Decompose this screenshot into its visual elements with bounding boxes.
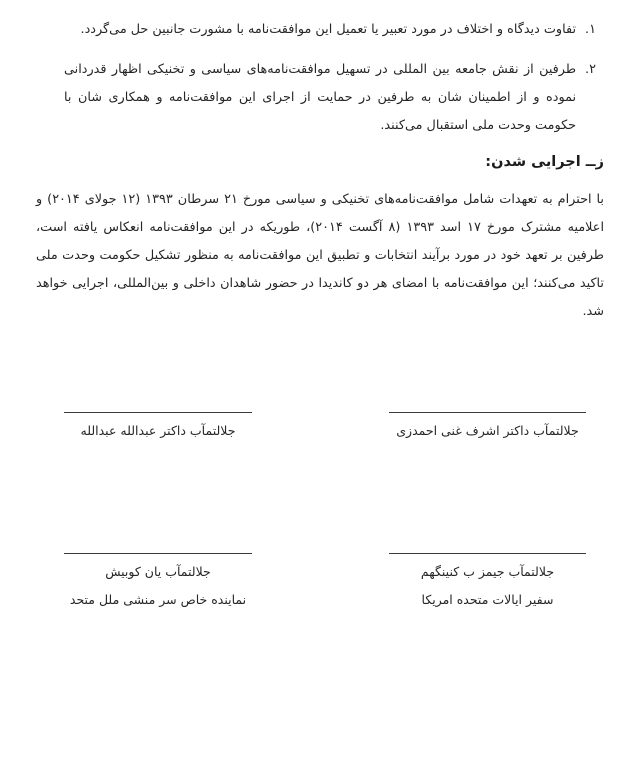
signature-row-witnesses (36, 553, 604, 614)
section-heading: زــ اجرایی شدن: (485, 154, 604, 170)
signatory-title: سفیر ایالات متحده امریکا (421, 592, 554, 607)
signature-line (389, 553, 586, 554)
signatory-name: جلالتمآب یان کوبیش (105, 564, 211, 579)
list-item-number: ۲. (585, 62, 596, 77)
signatory-name: جلالتمآب داکتر اشرف غنی احمدزی (396, 423, 579, 438)
signature-row-candidates (36, 412, 604, 445)
execution-paragraph: با احترام به تعهدات شامل موافقت‌نامه‌های تخنیکی و سیاسی مورخ ۲۱ سرطان ۱۳۹۳ (۱۲ جولای ۲۰۱۴) و اعلامیه مشترک مورخ ۱۷ اسد ۱۳۹۳ (۸ آگست ۲۰۱۴)، طوریکه در این موافقت‌نامه انعکاس یافته است، طرفین بر تعهد خود در مورد برآیند انتخابات و تطبیق این موافقت‌نامه به منظور تشکیل حکومت وحدت ملی تاکید می‌کنند؛ این موافقت‌نامه با امضای هر دو کاندیدا در حضور شاهدان داخلی و بین‌المللی، اجرایی خواهد شد. (36, 192, 605, 319)
list-item-text: تفاوت دیدگاه و اختلاف در مورد تعبیر یا تعمیل این موافقت‌نامه با مشورت جانبین حل می‌گردد. (80, 22, 577, 37)
list-item (64, 56, 596, 140)
signature-line (64, 412, 252, 413)
list-item-text: طرفین از نقش جامعه بین المللی در تسهیل موافقت‌نامه‌های سیاسی و تخنیکی اظهار قدردانی نموده و از اطمینان شان به طرفین در حمایت از اجرای این موافقت‌نامه و همکاری شان با حکومت وحدت ملی استقبال می‌کنند. (64, 62, 577, 133)
signature-block-ghani (389, 412, 586, 445)
signatory-name: جلالتمآب جیمز ب کنینگهم (420, 564, 555, 579)
list-item-number: ۱. (585, 22, 596, 37)
list-item (64, 16, 596, 44)
signature-block-cunningham (389, 553, 586, 614)
signature-line (64, 553, 252, 554)
signatory-title: نماینده خاص سر منشی ملل متحد (69, 592, 247, 607)
numbered-clause-list (36, 16, 604, 140)
signatory-name: جلالتمآب داکتر عبدالله عبدالله (80, 423, 236, 438)
signature-block-kubis (64, 553, 252, 614)
signature-block-abdullah (64, 412, 252, 445)
signature-line (389, 412, 586, 413)
